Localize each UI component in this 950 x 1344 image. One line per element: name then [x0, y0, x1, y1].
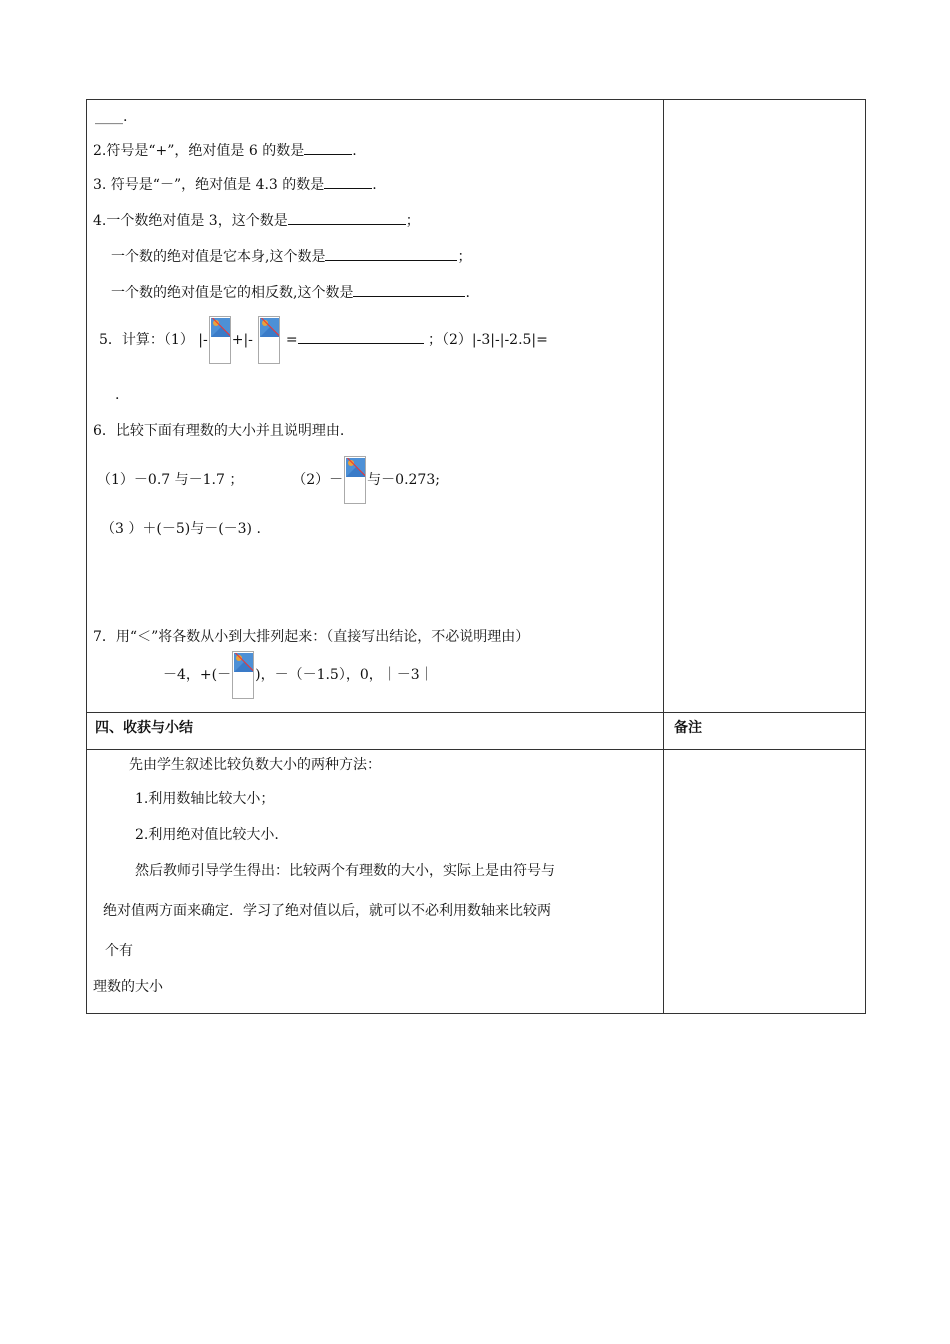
- summary-p1: 先由学生叙述比较负数大小的两种方法：: [129, 757, 381, 773]
- question-3-end: .: [372, 177, 377, 193]
- question-4b-end: ；: [457, 249, 472, 265]
- question-6-3: （3 ）＋(－5)与－(－3) .: [101, 521, 261, 537]
- question-4c-end: .: [465, 285, 470, 301]
- summary-p4: 然后教师引导学生得出：比较两个有理数的大小，实际上是由符号与: [135, 863, 555, 879]
- question-2-text: 2.符号是“+”，绝对值是 6 的数是: [93, 143, 305, 159]
- question-2: [93, 142, 357, 160]
- equals-sign: =: [285, 332, 298, 348]
- answer-blank[interactable]: [325, 248, 457, 261]
- question-2-end: .: [352, 143, 357, 159]
- question-6-2-post: 与－0.273;: [367, 472, 440, 488]
- question-4a: [93, 212, 420, 230]
- summary-p7: 理数的大小: [93, 979, 163, 995]
- question-7-post: )，－（－1.5），0，｜－3｜: [255, 667, 434, 683]
- notes-cell: [664, 100, 866, 713]
- remark-heading-cell: [664, 713, 866, 750]
- question-6-title: 6．比较下面有理数的大小并且说明理由.: [93, 423, 345, 439]
- question-4b: [111, 248, 471, 266]
- answer-blank[interactable]: [288, 212, 406, 225]
- fraction-image-placeholder: [232, 651, 254, 699]
- question-5-dot: .: [115, 387, 120, 403]
- summary-p3: 2.利用绝对值比较大小.: [135, 827, 279, 843]
- answer-blank[interactable]: [304, 142, 352, 155]
- question-3-text: 3. 符号是“－”，绝对值是 4.3 的数是: [93, 177, 325, 193]
- summary-p6: 个有: [105, 943, 133, 959]
- question-4a-text: 4.一个数绝对值是 3，这个数是: [93, 213, 288, 229]
- exercise-cell: [87, 100, 664, 713]
- question-3: [93, 176, 377, 194]
- summary-heading-cell: [87, 713, 664, 750]
- abs-bar-1: |-: [198, 332, 208, 348]
- summary-p2: 1.利用数轴比较大小；: [135, 791, 275, 807]
- summary-heading: 四、收获与小结: [95, 720, 193, 736]
- question-5-prefix: 5．计算：（1）: [99, 332, 194, 348]
- summary-cell: [87, 750, 664, 1014]
- answer-blank[interactable]: [298, 331, 424, 344]
- question-5-part2: ；（2）|-3|-|-2.5|=: [428, 332, 548, 348]
- blank-line: ____.: [95, 109, 128, 125]
- lesson-table: [86, 99, 866, 1014]
- question-7-title: 7．用“＜”将各数从小到大排列起来：（直接写出结论，不必说明理由）: [93, 629, 530, 645]
- fraction-image-placeholder: [209, 316, 231, 364]
- remark-heading: 备注: [674, 720, 702, 736]
- question-6-row: [97, 454, 440, 506]
- summary-p5: 绝对值两方面来确定．学习了绝对值以后，就可以不必利用数轴来比较两: [103, 903, 551, 919]
- question-4a-end: ；: [405, 213, 420, 229]
- answer-blank[interactable]: [324, 176, 372, 189]
- question-5: [99, 314, 548, 366]
- fraction-image-placeholder: [258, 316, 280, 364]
- question-4c: [111, 284, 470, 302]
- fraction-image-placeholder: [344, 456, 366, 504]
- answer-blank[interactable]: [353, 284, 465, 297]
- question-4b-text: 一个数的绝对值是它本身,这个数是: [111, 249, 326, 265]
- abs-plus: +|-: [231, 332, 253, 348]
- summary-notes-cell: [664, 750, 866, 1014]
- question-7-row: [163, 650, 434, 700]
- question-4c-text: 一个数的绝对值是它的相反数,这个数是: [111, 285, 354, 301]
- question-6-2-pre: （2）－: [292, 472, 344, 488]
- question-7-pre: －4，+(－: [163, 667, 232, 683]
- question-6-1: （1）－0.7 与－1.7 ；: [97, 472, 244, 488]
